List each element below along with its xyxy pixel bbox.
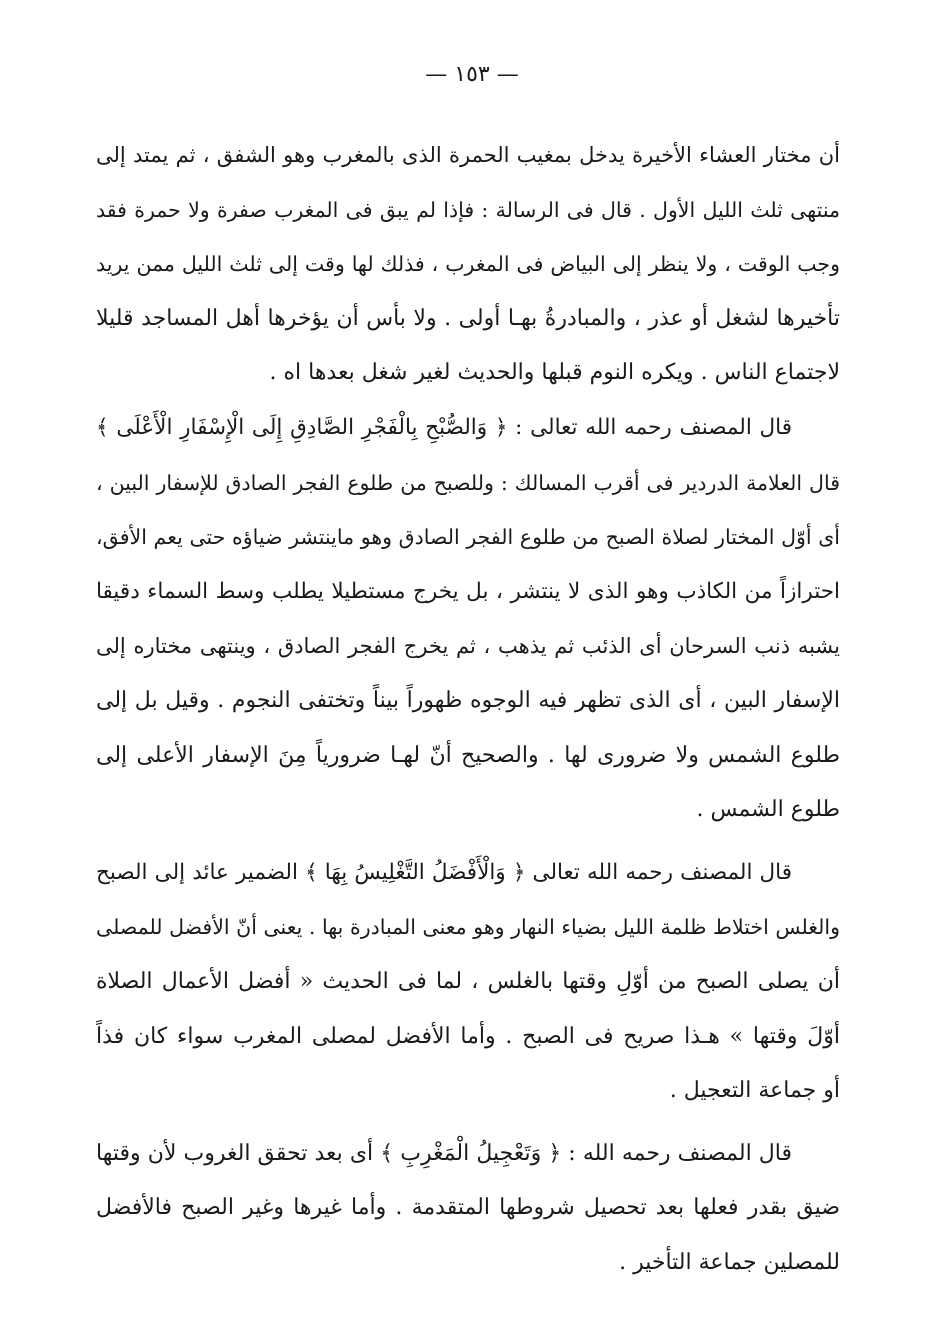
- paragraph-taghlis: [96, 846, 840, 1119]
- paragraph-fajr-time: [96, 401, 840, 838]
- page-text: [96, 128, 840, 1290]
- paragraph-maghrib: [96, 1127, 840, 1291]
- text-line: يشبه ذنب السرحان أى الذئب ثم يذهب ، ثم يخرج الفجر الصادق ، وينتهى مختاره إلى: [96, 634, 840, 659]
- text-line: قال العلامة الدردير فى أقرب المسالك : وللصبح من طلوع الفجر الصادق للإسفار البين ،: [96, 470, 840, 495]
- text-line: قال المصنف رحمه الله تعالى : ﴿ وَالصُّبْحِ بِالْفَجْرِ الصَّادِقِ إِلَى الْإِسْفَارِ الْأَعْلَى ﴾: [96, 414, 792, 440]
- paragraph-isha-time: [96, 128, 840, 401]
- text-line: الإسفار البين ، أى الذى تظهر فيه الوجوه ظهوراً بيناً وتختفى النجوم . وقيل بل إلى: [96, 687, 840, 713]
- text-line: تأخيرها لشغل أو عذر ، والمبادرةُ بهـا أولى . ولا بأس أن يؤخرها أهل المساجد قليلا: [96, 305, 840, 331]
- text-line: أى أوّل المختار لصلاة الصبح من طلوع الفجر الصادق وهو ماينتشر ضياؤه حتى يعم الأفق،: [96, 525, 840, 550]
- text-line: والغلس اختلاط ظلمة الليل بضياء النهار وهو معنى المبادرة بها . يعنى أنّ الأفضل للمصلى: [96, 915, 840, 940]
- text-line: منتهى ثلث الليل الأول . قال فى الرسالة : فإذا لم يبق فى المغرب صفرة ولا حمرة فقد: [96, 197, 840, 222]
- text-line: أوّلَ وقتها » هـذا صريح فى الصبح . وأما الأفضل لمصلى المغرب سواء كان فذاً: [96, 1023, 840, 1049]
- text-line: احترازاً من الكاذب وهو الذى لا ينتشر ، بل يخرج مستطيلا يطلب وسط السماء دقيقا: [96, 578, 840, 604]
- text-line: طلوع الشمس .: [696, 797, 840, 823]
- text-line: أن يصلى الصبح من أوّلِ وقتها بالغلس ، لما فى الحديث « أفضل الأعمال الصلاة: [96, 968, 840, 994]
- text-line: أو جماعة التعجيل .: [669, 1078, 840, 1104]
- page-number: — ١٥٣ —: [425, 62, 519, 87]
- text-line: ضيق بقدر فعلها بعد تحصيل شروطها المتقدمة . وأما غيرها وغير الصبح فالأفضل: [96, 1195, 840, 1221]
- text-line: وجب الوقت ، ولا ينظر إلى البياض فى المغرب ، فذلك لها وقت إلى ثلث الليل ممن يريد: [96, 252, 840, 277]
- text-line: قال المصنف رحمه الله : ﴿ وَتَعْجِيلُ الْمَغْرِبِ ﴾ أى بعد تحقق الغروب لأن وقتها: [96, 1140, 792, 1166]
- text-line: قال المصنف رحمه الله تعالى ﴿ وَالْأَفْضَلُ التَّغْلِيسُ بِهَا ﴾ الضمير عائد إلى الصبح: [96, 859, 792, 885]
- text-line: للمصلين جماعة التأخير .: [619, 1249, 840, 1275]
- text-line: طلوع الشمس ولا ضرورى لها . والصحيح أنّ لهـا ضرورياً مِنَ الإسفار الأعلى إلى: [96, 742, 840, 768]
- text-line: أن مختار العشاء الأخيرة يدخل بمغيب الحمرة الذى بالمغرب وهو الشفق ، ثم يمتد إلى: [96, 143, 840, 167]
- text-line: لاجتماع الناس . ويكره النوم قبلها والحديث لغير شغل بعدها اه .: [269, 360, 840, 386]
